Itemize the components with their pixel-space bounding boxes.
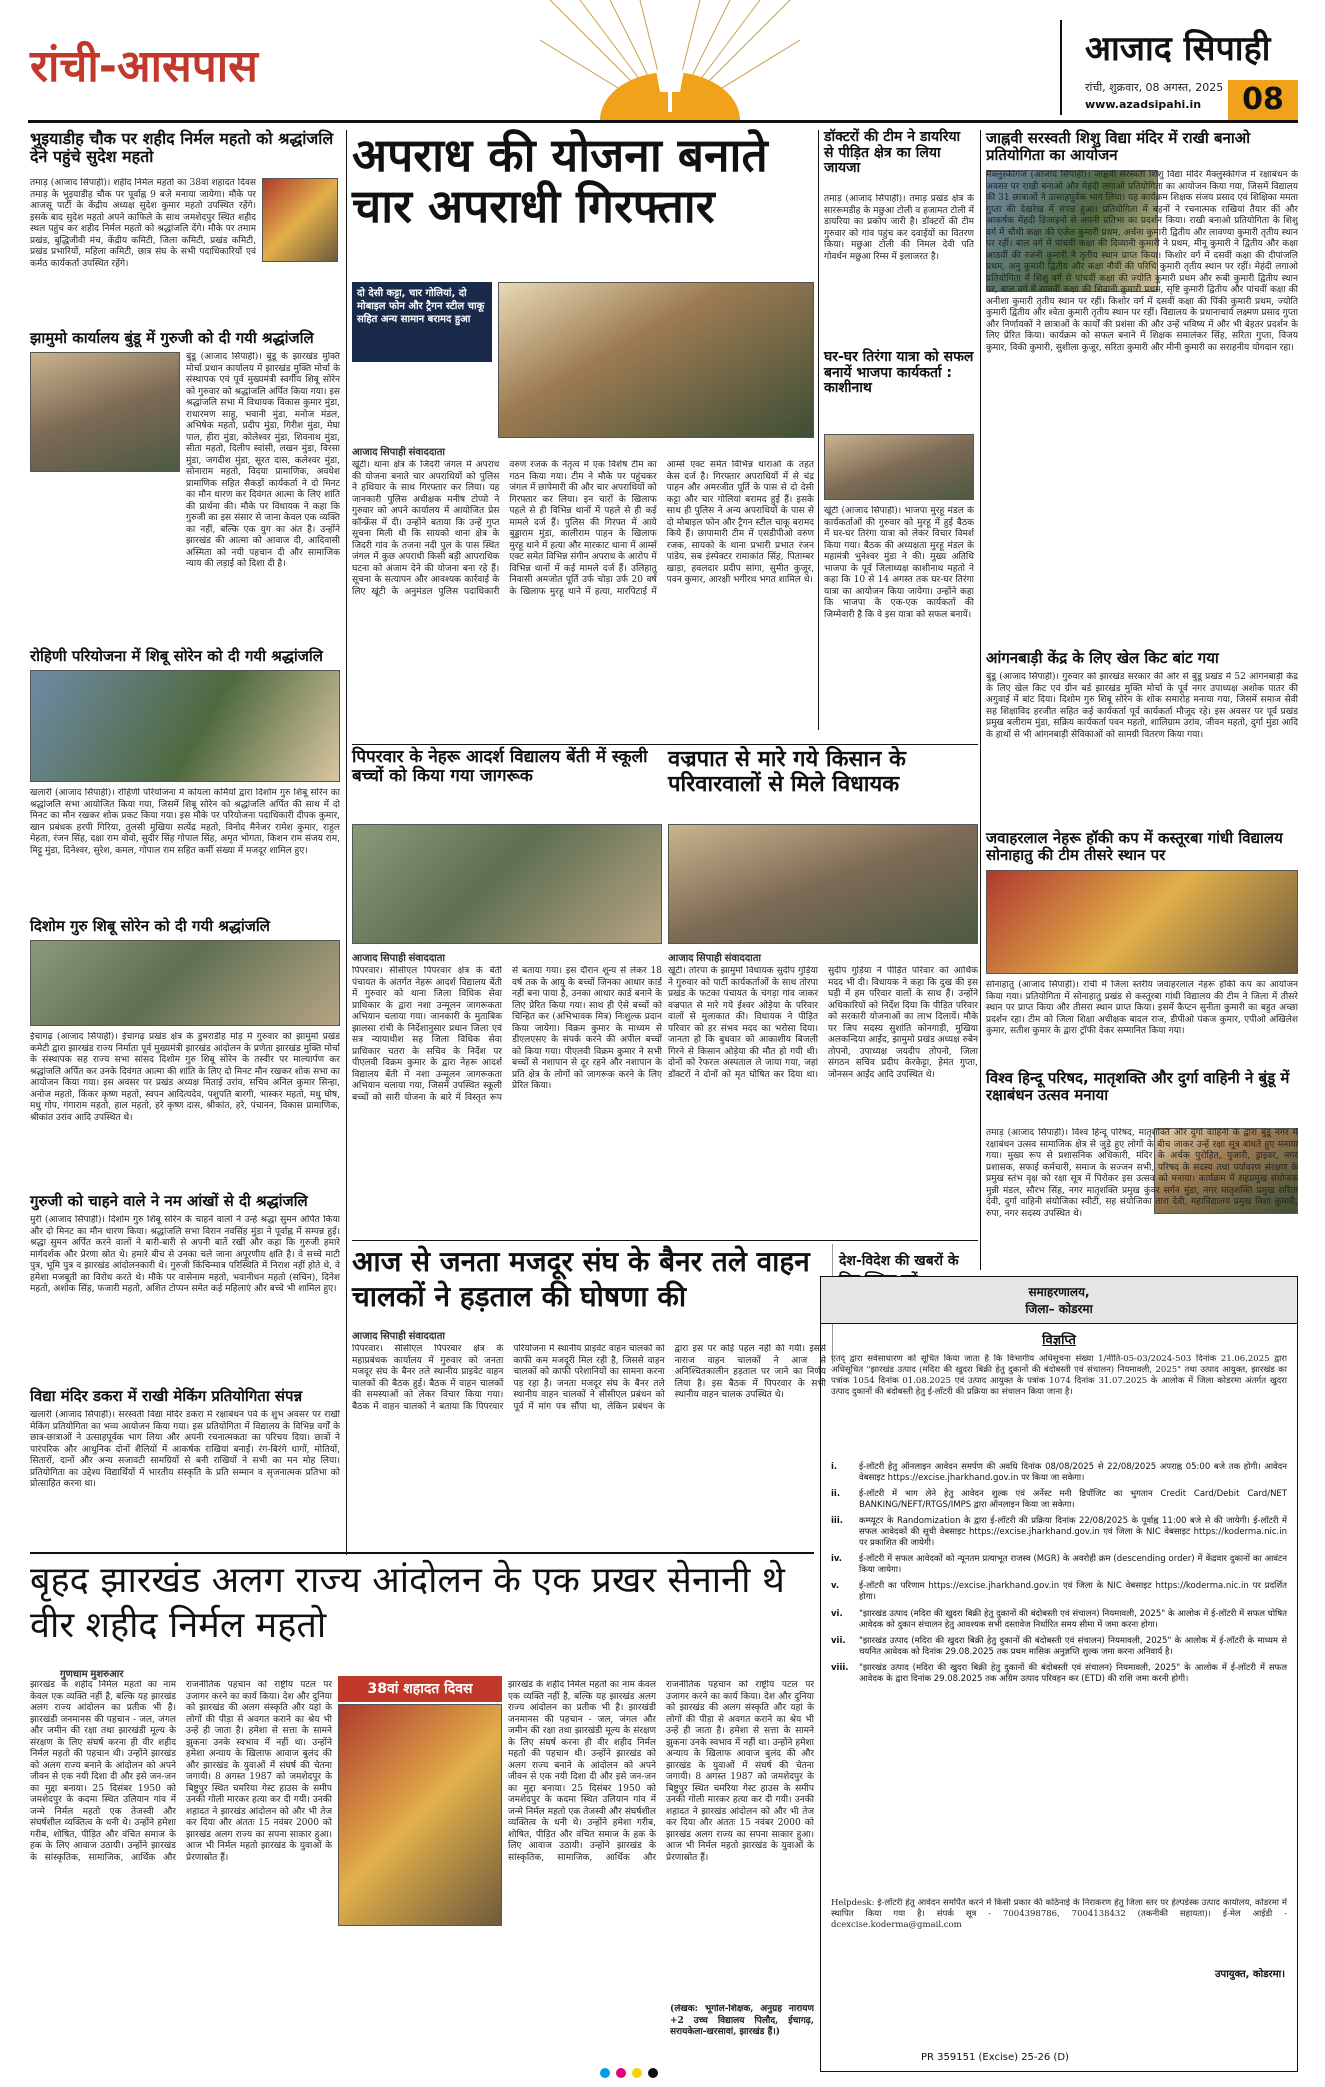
story-nirmal-tribute [30,130,340,325]
notice-item-number: iv. [831,1554,842,1565]
story-body: खलारी (आजाद सिपाही)। सरस्वती विद्या मंदिर डकरा में रक्षाबंधन पर्व के शुभ अवसर पर राखी मेकिंग प्रतियोगिता का भव्य आयोजन किया गया। इस प्रतियोगिता में विद्यालय के विभिन्न वर्गों के छात्र-छात्राओं ने उत्साहपूर्वक भाग लिया और अपनी रचनात्मकता का परिचय दिया। छात्रों ने पारंपरिक और आधुनिक दोनों शैलियों में आकर्षक राखियां बनाईं। रंग-बिरंगे धागों, मोतियों, सितारों, दानों और अन्य सजावटी सामग्रियों से बनी राखियों ने सभी का मन मोह लिया। प्रतियोगिता का उद्देश्य विद्यार्थियों में भारतीय संस्कृति के प्रति सम्मान व सृजनात्मक प्रतिभा को प्रोत्साहित करना था। [30,1410,340,1490]
headline: घर-घर तिरंगा यात्रा को सफल बनायें भाजपा कार्यकर्ता : काशीनाथ [824,349,974,397]
headline: डॉक्टरों की टीम ने डायरिया से पीड़ित क्षेत्र का लिया जायजा [824,129,961,177]
story-nehru-school [352,748,662,1236]
headline: जाह्नवी सरस्वती शिशु विद्या मंदिर में राखी बनाओ प्रतियोगिता का आयोजन [986,129,1251,164]
notice-item-text: ई-लॉटरी में सफल आवेदकों को न्यूनतम प्रत्याभूत राजस्व (MGR) के अवरोही क्रम (descending order) में केंद्रवार दुकानों का आवंटन किया जायेगा। [859,1554,1287,1576]
story-jahnavi [986,130,1298,645]
sunburst-icon [540,0,800,120]
story-dishom [30,918,340,1188]
masthead-divider [1060,20,1062,115]
cyan-dot [600,2068,610,2078]
arrest-photo [498,282,814,438]
story-body: खूंटी। तोरपा के झामुमो विधायक सुदीप गुड़िया ने गुरुवार को पार्टी कार्यकर्ताओं के साथ तोरपा प्रखंड के फटका पंचायत के चंगड़ा गांव जाकर वज्रपात से मारे गये ईश्वर ओड़ेया के परिवार वालों से मुलाकात की। विधायक ने पीड़ित परिवार को हर संभव मदद का भरोसा दिया। जानता हो कि बुधवार को आकाशीय बिजली गिरने से किसान ओड़ेया की मौत हो गयी थी। दोनों को रेफरल अस्पताल ले जाया गया, जहां डॉक्टरों ने दोनों को मृत घोषित कर दिया था। सुदीप गुड़िया ने पीड़ित परिवार को आर्थिक मदद भी दी। विधायक ने कहा कि दुख की इस घड़ी में हम परिवार वालों के साथ हैं। उन्होंने अधिकारियों को निर्देश दिया कि पीड़ित परिवार को सरकारी योजनाओं का लाभ दिलायें। मौके पर जिप सदस्य सुशांति कोनगाड़ी, मुखिया अलकन्दिया आईंद, झामुमो प्रखंड अध्यक्ष रुबेन तोपनो, उपाध्यक्ष जयदीप तोपनो, जिला संगठन सचिव प्रदीप केरकेट्टा, हेमंत गुप्ता, जोनसन आईंद आदि उपस्थित थे। [668,966,978,1080]
tribute-photo [30,352,180,472]
story-hartal [352,1244,826,1549]
notice-item [831,1663,1287,1685]
band-rule [352,744,978,745]
story-guruji-eyes [30,1193,340,1383]
feature-body-continued [508,1680,814,2000]
story-body: खूंटी। थाना क्षेत्र के जिदरी जंगल में अपराध की योजना बनाते चार अपराधियों को पुलिस ने हथियार के साथ गिरफ्तार कर लिया। यह जानकारी पुलिस अधीक्षक मनीष टोप्पो ने गुरुवार को अपने कार्यालय में आयोजित प्रेस कॉन्फ्रेंस में दी। उन्होंने बताया कि उन्हें गुप्त सूचना मिली थी कि सायको थाना क्षेत्र के जिदरी गांव के तजना नदी पुल के पास स्थित जंगल में कुछ अपराधी किसी बड़ी आपराधिक घटना को अंजाम देने की योजना बना रहे हैं। सूचना के सत्यापन और आवश्यक कार्रवाई के लिए खूंटी के अनुमंडल पुलिस पदाधिकारी वरुण रजक के नेतृत्व में एक विशेष टीम का गठन किया गया। टीम ने मौके पर पहुंचकर जंगल में छापेमारी की और चार अपराधियों को गिरफ्तार कर लिया। इन चारों के खिलाफ पहले से ही विभिन्न थानों में पहले से ही कई मामले दर्ज हैं। पुलिस की गिरफ्त में आये बुड्डाराम मुंडा, कालीराम पाहन के खिलाफ मुरहू थाने में हत्या और मारकाट थाना में आर्म्स एक्ट समेत विभिन्न संगीन अपराध के आरोप में विभिन्न थानों में कई मामले दर्ज हैं। उलिहातु निवासी अमजोत पूर्ति उर्फ चोड़ा उर्फ 20 वर्ष के खिलाफ मुरहू थाने में हत्या, मारपिटाई में आर्म्स एक्ट समेत विभिन्न धाराओं के तहत केस दर्ज है। गिरफ्तार अपराधियों में से चंद्र पाहन और अमरजीत पूर्ति के पास से दो देसी कट्टा और चार गोलियां बरामद हुई हैं। इसके साथ ही पुलिस ने अन्य अपराधियों के पास से दो मोबाइल फोन और ट्रैगन स्टील चाकू बरामद किये हैं। छापामारी टीम में एसडीपीओ वरुण रजक, सायको के थाना प्रभारी प्रभात रंजन पांडेय, सब इंस्पेक्टर रामाकांत सिंह, पिताम्बर खाड़ा, हवलदार प्रदीप सांगा, सुमीत कुजूर, पवन कुमार, आरक्षी भगीरथ भगत शामिल थे। [352,460,814,597]
story-rohini [30,648,340,913]
story-body: मैक्लुस्कीगंज (आजाद सिपाही)। जाह्नवी सरस्वती शिशु विद्या मंदिर मैक्लुस्कीगंज में रक्षाबंधन के अवसर पर राखी बनाओ और मेहंदी लगाओ प्रतियोगिता का आयोजन किया गया, जिसमें विद्यालय की 31 छात्राओं ने उत्साहपूर्वक भाग लिया। यह कार्यक्रम शिक्षक संजय प्रसाद एवं शिक्षिका ममता गुप्ता की देखरेख में संपन्न हुआ। प्रतियोगिता में बहनों ने रचनात्मक राखियां तैयार कीं और आकर्षक मेंहदी डिजाइनों से अपनी प्रतिभा का प्रदर्शन किया। राखी बनाओ प्रतियोगिता के शिशु वर्ग में चौथी कक्षा की एंजेल कुमारी प्रथम, अर्चना कुमारी द्वितीय और लावण्या कुमारी तृतीय स्थान पर रहीं। बाल वर्ग में पांचवीं कक्षा की दिव्यानी कुमारी ने प्रथम, मीनू कुमारी ने द्वितीय और कक्षा आठवीं की रजनी कुमारी ने तृतीय स्थान प्राप्त किया। किशोर वर्ग में दसवीं कक्षा की दीपांजलि प्रथम, अनु कुमारी द्वितीय और कक्षा नौवीं की परिधि कुमारी तृतीय स्थान पर रहीं। मेहंदी लगाओ प्रतियोगिता में शिशु वर्ग से पांचवीं कक्षा की ज्योति कुमारी प्रथम और रूबी कुमारी द्वितीय स्थान पर, बाल वर्ग में सातवीं कक्षा की शिवानी कुमारी प्रथम, सृष्टि कुमारी द्वितीय और पांचवीं कक्षा की अनीशा कुमारी तृतीय स्थान पर रहीं। किशोर वर्ग में दसवीं कक्षा की पिंकी कुमारी प्रथम, ज्योति कुमारी द्वितीय और श्वेता कुमारी तृतीय स्थान पर रहीं। विद्यालय के प्रधानाचार्य लक्ष्मण प्रसाद गुप्ता और निर्णायकों ने छात्राओं के कार्यों की प्रशंसा की और उन्हें भविष्य में और भी बेहतर प्रदर्शन के लिए प्रेरित किया। कार्यक्रम को सफल बनाने में शिक्षक समालंकर सिंह, सरिता गुप्ता, विजय कुमार, विकी कुमारी, सुशीला कुजूर, सरिता कुमारी और मीनी कुमारी का सराहनीय योगदान रहा। [986,170,1298,353]
notice-item [831,1516,1287,1549]
column-divider [818,130,819,730]
site-url[interactable]: www.azadsipahi.in [1085,98,1202,111]
notice-item-number: iii. [831,1516,843,1527]
portrait-photo [262,178,338,262]
story-apradh [352,130,814,750]
paper-name: आजाद सिपाही [1085,29,1271,69]
headline: विद्या मंदिर डकरा में राखी मेकिंग प्रतियोगिता संपन्न [30,1387,303,1405]
notice-item-number: viii. [831,1662,849,1673]
notice-helpdesk: Helpdesk: ई-लॉटरी हेतु आवेदन समर्पित करने में किसी प्रकार की कठिनाई के निराकरण हेतु जिला स्तर पर हेल्पडेस्क उत्पाद कार्यालय, कोडरमा में स्थापित किया गया है। संपर्क सूत्र - 7004398786, 7004138432 (तकनीकी सहायता)। ई-मेल आईडी - dcexcise.koderma@gmail.com [831,1898,1287,1930]
notice-item [831,1636,1287,1658]
registration-marks [600,2068,658,2078]
byline: आजाद सिपाही संवाददाता [668,953,762,964]
team-photo [986,870,1298,974]
story-body: ईचागढ़ (आजाद सिपाही)। ईचागढ़ प्रखंड क्षेत्र के डुमराडीह मोड़ में गुरुवार को झामुमो प्रखंड कमेटी द्वारा झारखंड राज्य निर्माता पूर्व मुख्यमंत्री झारखंड आंदोलन के प्रणेता झारखंड मुक्ति मोर्चा के संस्थापक सह राज्य सभा सांसद दिशोम गुरु शिबू सोरेन के तस्वीर पर माल्यार्पण कर श्रद्धांजलि अर्पित कर उनके दिवंगत आत्मा की शांति के लिए दो मिनट मौन रखकर शोक सभा का आयोजन किया गया। इस अवसर पर प्रखंड अध्यक्ष मिताई उरांव, सचिव अनिल कुमार सिन्हा, अनोज महतो, किंकर कृष्ण महतो, स्वपन आदित्यदेव, पशुपति बारगी, भास्कर महतो, मधु घोष, मधु गोप, गंगाराम महतो, हाल महतो, हरे कृष्ण दास, श्रीकांत, हरे, पंचानन, विकास प्रामाणिक, श्रीकांत उरांव आदि उपस्थित थे। [30,1032,340,1123]
story-anganbadi [986,650,1298,825]
byline: आजाद सिपाही संवाददाता [352,1331,446,1342]
deck-box: दो देसी कट्टा, चार गोलियां, दो मोबाइल फोन और ट्रैगन स्टील चाकू सहित अन्य सामान बरामद हुआ [352,282,492,362]
story-body: मुरी (आजाद सिपाही)। दिशोम गुरु शिबू सोरेन के चाहने वालों ने उन्हें श्रद्धा सुमन अर्पित किया और दो मिनट का मौन धारण किया। श्रद्धांजलि सभा विरान नवसिंह मुंडा ने पूर्वाह्न में सम्पन्न हुई। श्रद्धा सुमन अर्पित करने वालों ने बारी-बारी से अपनी बातें रखीं और कहा कि गुरुजी हमारे मार्गदर्शक और प्रेरणा स्रोत थे। हमारे बीच से उनका चले जाना अपूरणीय क्षति है। वे सच्चे माटी पुत्र, भूमि पुत्र व झारखंड आंदोलनकारी थे। गुरुजी किंचिन्मात्र परिस्थिति में निराश नहीं होते थे, वे हमेशा मजबूती का विरोध करते थे। मौके पर वासेनाम महतो, भवानीधन महतो (सचिन), दिनेश महतो, अशोक सिंह, फजारी महतो, अशित टोप्पन समेत कई महिलाएं और बच्चे भी शामिल हुए। [30,1215,340,1295]
feature-rule [30,1552,814,1554]
headline: जवाहरलाल नेहरू हॉकी कप में कस्तूरबा गांधी विद्यालय सोनाहातु की टीम तीसरे स्थान पर [986,829,1283,864]
story-nirmal-feature [30,1558,814,2058]
story-body: खूंटी (आजाद सिपाही)। भाजपा मुरहू मंडल के कार्यकर्ताओं की गुरुवार को मुरहू में हुई बैठक में घर-घर तिरंगा यात्रा को लेकर विचार विमर्श किया गया। बैठक की अध्यक्षता मुरहू मंडल के महामंत्री भुनेश्वर मुंडा ने की। मुख्य अतिथि भाजपा के पूर्व जिलाध्यक्ष काशीनाथ महतो ने कहा कि 10 से 14 अगस्त तक घर-घर तिरंगा यात्रा का आयोजन किया जायेगा। उन्होंने कहा कि भाजपा के एक-एक कार्यकर्ता की जिम्मेवारी है कि वे इस यात्रा को सफल बनायें। [824,506,974,620]
sunburst-logo [540,0,800,120]
story-body: सोनाहातु (आजाद सिपाही)। रांची में जिला स्तरीय जवाहरलाल नेहरू हॉकी कप का आयोजन किया गया। प्रतियोगिता में सोनाहातु प्रखंड से कस्तूरबा गांधी विद्यालय की टीम ने जिला में तीसरे स्थान पर प्राप्त किया और तीसरा स्थान प्राप्त किया। इसमें कैप्टन सुनीता कुमारी का बहुत अच्छा प्रदर्शन रहा। टीम को जिला शिक्षा अधीक्षक बादल राज, डीपीओ पंकज कुमार, एपीओ अखिलेश कुमार, सतीश कुमार के द्वारा ट्रॉफी देकर सम्मानित किया गया। [986,980,1298,1037]
yellow-dot [632,2068,642,2078]
notice-item [831,1609,1287,1631]
notice-title: विज्ञप्ति [1042,1333,1076,1348]
notice-item [831,1462,1287,1484]
band-rule [352,1240,978,1241]
story-rakhi-making [30,1388,340,1548]
notice-intro: एतद् द्वारा सर्वसाधारण को सूचित किया जाता है कि विभागीय अधिसूचना संख्या 1/नीति-05-03/2024-503 दिनांक 21.06.2025 द्वारा अधिसूचित "झारखंड उत्पाद (मदिरा की खुदरा बिक्री हेतु दुकानों की बंदोबस्ती एवं संचालन) नियमावली, 2025" तथा उत्पाद आयुक्त, झारखंड का पत्रांक 1054 दिनांक 01.08.2025 एवं उत्पाद आयुक्त के पत्रांक 1074 दिनांक 31.07.2025 के आलोक में जिला कोडरमा अंतर्गत खुदरा उत्पाद दुकानों की बंदोबस्ती हेतु ई-लॉटरी की प्रक्रिया का संचालन किया जाना है। [831,1354,1287,1397]
headline: आंगनबाड़ी केंद्र के लिए खेल किट बांट गया [986,649,1219,667]
headline: गुरुजी को चाहने वाले ने नम आंखों से दी श्रद्धांजलि [30,1192,308,1210]
notice-district: जिला– कोडरमा [1025,1302,1093,1316]
notice-item-text: "झारखंड उत्पाद (मदिरा की खुदरा बिक्री हेतु दुकानों की बंदोबस्ती एवं संचालन) नियमावली, 2025" के आलोक में ई-लॉटरी में सफल घोषित आवेदक को दुकान संचालन हेतु आवश्यक सभी दस्तावेज निर्धारित समय सीमा में जमा करना होगा। [859,1608,1287,1630]
story-body: खलारी (आजाद सिपाही)। रोहिणी परियोजना में कोयला कर्मियों द्वारा दिशोम गुरु शिबू सोरेन का श्रद्धांजलि सभा आयोजित किया गया, जिसमें शिबू सोरेन को श्रद्धांजलि अर्पित की साथ में दो मिनट का मौन रखकर शोक प्रकट किया गया। इस मौके पर परियोजना पदाधिकारी दीपक कुमार, खान प्रबंधक हरपी गिरिया, तुलसी मुखिया सत्येंद्र महतो, विनोद मैनेजर रामेश कुमार, राहुल मेहता, रंजन सिंह, दक्षा राम वोवो, सुदीर सिंह गोपाल सिंह, अमृत भोगता, किशन राम संजय राम, मिट्टू मुंडा, दिनेश्वर, सुरेश, कमल, गोपाल राम सहित कर्मी संख्या में मजदूर शामिल हुए। [30,788,340,856]
meeting-photo [30,940,340,1026]
nirmal-portrait [338,1704,502,1926]
feature-headline: बृहद झारखंड अलग राज्य आंदोलन के एक प्रखर सेनानी थे वीर शहीद निर्मल महतो [30,1560,785,1646]
notice-item [831,1554,1287,1576]
author-note: (लेखक: भूगोल-शिक्षक, अनुग्रह नारायण +2 उच्च विद्यालय पिलौद, ईचागढ़, सरायकेला-खरसावां, झारखंड हैं।) [670,2004,814,2038]
headline: विश्व हिन्दू परिषद, मातृशक्ति और दुर्गा वाहिनी ने बुंडू में रक्षाबंधन उत्सव मनाया [986,1069,1290,1104]
notice-items [821,1458,1297,1898]
headline: आज से जनता मजदूर संघ के बैनर तले वाहन चालकों ने हड़ताल की घोषणा की [352,1245,810,1313]
notice-item-text: ई-लॉटरी हेतु ऑनलाइन आवेदन समर्पण की अवधि दिनांक 08/08/2025 से 22/08/2025 अपराह्न 05:00 बजे तक होगी। आवेदन वेबसाइट https://excise.jharkhand.gov.in पर किया जा सकेगा। [859,1462,1287,1484]
byline: आजाद सिपाही संवाददाता [352,447,446,458]
notice-item-text: "झारखंड उत्पाद (मदिरा की खुदरा बिक्री हेतु दुकानों की बंदोबस्ती एवं संचालन) नियमावली, 2025" के आलोक में ई-लॉटरी में सफल आवेदक के द्वारा दिनांक 29.08.2025 तक अग्रिम उत्पाद परिवहन कर (ETD) की राशि जमा करनी होगी। [859,1662,1287,1684]
story-body: बुंडू (आजाद सिपाही)। बुंडू के झारखंड मुक्ति मोर्चा प्रधान कार्यालय में झारखंड मुक्ति मोर्चा के संस्थापक एवं पूर्व मुख्यमंत्री स्वर्गीय शिबू सोरेन को गुरुवार को श्रद्धांजलि अर्पित किया गया। इस श्रद्धांजलि सभा में विधायक विकास कुमार मुंडा, राधारमण साहू, भवानी मुंडा, मनोज मंडल, अभिषेक महतो, प्रदीप मुंडा, गिरीश मुंडा, मेघा पाल, हीरा मुंडा, कोलेश्वर मुंडा, शिवनाथ मुंडा, सीता महतो, दिलीप स्वांसी, लखन मुंडा, विरसा मुंडा, जगदीश मुंडा, सूरत दास, कलेश्वर मुंडा, सोनाराम महतो, विदया प्रामाणिक, अवधेश प्रामाणिक सहित सैकड़ों कार्यकर्ता ने दो मिनट का मौन धारण कर दिवंगत आत्मा के लिए शांति की प्रार्थना की। मौके पर विधायक ने कहा कि गुरुजी का इस संसार से जाना केवल एक व्यक्ति का नहीं, बल्कि एक युग का अंत है। उन्होंने झारखंड की आत्मा को आवाज दी, आदिवासी अस्मिता को नयी पहचान दी और सामाजिक न्याय की लड़ाई को दिशा दी है। [186,352,340,570]
story-body: तमाड़ (आजाद सिपाही)। विश्व हिन्दू परिषद, मातृशक्ति और दुर्गा वाहिनी के द्वारा बुंडू नगर में रक्षाबंधन उत्सव सामाजिक क्षेत्र से जुड़े हुए लोगों के बीच जाकर उन्हें रक्षा सूत्र बांधते हुए मनाया गया। मुख्य रूप से प्रशासनिक अधिकारी, मंदिर के अर्चक पुरोहित, पुजारी, ड्राइवर, नगर प्रशासक, सफाई कर्मचारी, समाज के सज्जन सभी, परिषद के सदस्य तथा पर्यावरण संरक्षण के प्रमुख स्तंभ वृक्ष को रक्षा सूत्र में पिरोकर इस उत्सव को मनाया। कार्यक्रम में सहप्रमुख संयोजक मुन्नी मंडल, सौरभ सिंह, नगर मातृशक्ति प्रमुख कुंवर सर्गन मुंडा, नगर मातृशक्ति प्रमुख सरिता देवी, दुर्गा वाहिनी संयोजिका स्वीटी, सह संयोजिका तारा देवी, महाविद्यालय प्रमुख निशा कुमारी, रुपा, नगर सदस्य उपस्थित थे। [986,1128,1298,1219]
notice-item-text: कम्प्यूटर के Randomization के द्वारा ई-लॉटरी की प्रक्रिया दिनांक 22/08/2025 के पूर्वाह्न 11:00 बजे से की जायेगी। ई-लॉटरी में सफल आवेदकों की सूची वेबसाइट https://excise.jharkhand.gov.in एवं जिला के NIC वेबसाइट https://koderma.nic.in पर प्रकाशित की जायेगी। [859,1516,1287,1549]
lead-headline: अपराध की योजना बनाते चार अपराधी गिरफ्तार [352,128,768,233]
school-photo [352,824,662,944]
magenta-dot [616,2068,626,2078]
notice-item-number: i. [831,1462,838,1472]
badge: 38वां शहादत दिवस [338,1676,502,1702]
notice-item-number: ii. [831,1489,841,1500]
headline: झामुमो कार्यालय बुंडू में गुरुजी को दी गयी श्रद्धांजलि [30,329,314,347]
story-tiranga [824,350,974,730]
meeting-photo [824,434,974,500]
headline: दिशोम गुरु शिबू सोरेन को दी गयी श्रद्धांजलि [30,917,270,935]
feature-body-text: झारखंड के शहीद निर्मल महतो का नाम केवल एक व्यक्ति नहीं है, बल्कि यह झारखंड अलग राज्य आंदोलन का प्रतीक भी है। झारखंडी जनमानस की पहचान - जल, जंगल और जमीन की रक्षा तथा झारखंडी मूल्य के संरक्षण के लिए संघर्ष करना ही वीर शहीद निर्मल महतो की पहचान थी। उन्होंने झारखंड को अलग राज्य बनाने के आंदोलन को अपने जीवन से एक नयी दिशा दी और इसे जन-जन का मुद्दा बनाया। 25 दिसंबर 1950 को जमशेदपुर के कदमा स्थित उलियान गांव में जन्मे निर्मल महतो एक तेजस्वी और संघर्षशील व्यक्तित्व के धनी थे। उन्होंने हमेशा गरीब, शोषित, पीड़ित और वंचित समाज के हक के लिए आवाज उठायी। उन्होंने झारखंड के सांस्कृतिक, सामाजिक, आर्थिक और राजनीतिक पहचान को राष्ट्रीय पटल पर उजागर करने का कार्य किया। देश और दुनिया को झारखंड की अलग संस्कृति और यहां के लोगों की पीड़ा से अवगत कराने का श्रेय भी उन्हें ही जाता है। हमेशा से सत्ता के सामने झुकना उनके स्वभाव में नहीं था। उन्होंने हमेशा अन्याय के खिलाफ आवाज बुलंद की और झारखंड के युवाओं में संघर्ष की चेतना जगायी। 8 अगस्त 1987 को जमशेदपुर के बिष्टुपुर स्थित चमरिया गेस्ट हाउस के समीप उनकी गोली मारकर हत्या कर दी गयी। उनकी शहादत ने झारखंड आंदोलन को और भी तेज कर दिया और अंततः 15 नवंबर 2000 को झारखंड अलग राज्य का सपना साकार हुआ। आज भी निर्मल महतो झारखंड के युवाओं के प्रेरणास्रोत हैं। [508,1680,814,1863]
headline: रोहिणी परियोजना में शिबू सोरेन को दी गयी श्रद्धांजलि [30,647,323,665]
black-dot [648,2068,658,2078]
masthead [0,0,1325,130]
mla-visit-photo [668,824,978,944]
notice-signatory: उपायुक्त, कोडरमा। [1215,1969,1285,1980]
story-hockey [986,830,1298,1065]
headline: वज्रपात से मारे गये किसान के परिवारवालों से मिले विधायक [668,747,906,797]
page-number: 08 [1228,80,1298,120]
dateline: रांची, शुक्रवार, 08 अगस्त, 2025 [1085,81,1224,94]
masthead-bottom-rule [28,120,1298,123]
story-body: तमाड़ (आजाद सिपाही)। शहीद निर्मल महतो का 38वां शहादत दिवस तमाड़ के भुइयाडीह चौक पर पूर्वाह्न 9 बजे मनाया जायेगा। मौके पर आजसू पार्टी के केंद्रीय अध्यक्ष सुदेश कुमार महतो उपस्थित रहेंगे। इसके बाद सुदेश महतो अपने काफिले के साथ जमशेदपुर स्थित शहीद स्थल पहुंच कर शहीद निर्मल महतो को श्रद्धांजलि देंगे। मौके पर तमाम प्रखंड, बुद्धिजीवी मंच, केंद्रीय कमिटी, जिला कमिटी, प्रखंड कमिटी, प्रखंड प्रभारियों, महिला कमिटी, छात्र संघ के सभी पदाधिकारियों एवं कर्मठ कार्यकर्ता उपस्थित रहेंगे। [30,178,256,269]
story-jhamumo-bundu [30,330,340,640]
section-title: रांची-आसपास [30,41,258,92]
feature-body: झारखंड के शहीद निर्मल महतो का नाम केवल एक व्यक्ति नहीं है, बल्कि यह झारखंड अलग राज्य आंदोलन का प्रतीक भी है। झारखंडी जनमानस की पहचान - जल, जंगल और जमीन की रक्षा तथा झारखंडी मूल्य के संरक्षण के लिए संघर्ष करना ही वीर शहीद निर्मल महतो की पहचान थी। उन्होंने झारखंड को अलग राज्य बनाने के आंदोलन को अपने जीवन से एक नयी दिशा दी और इसे जन-जन का मुद्दा बनाया। 25 दिसंबर 1950 को जमशेदपुर के कदमा स्थित उलियान गांव में जन्मे निर्मल महतो एक तेजस्वी और संघर्षशील व्यक्तित्व के धनी थे। उन्होंने हमेशा गरीब, शोषित, पीड़ित और वंचित समाज के हक के लिए आवाज उठायी। उन्होंने झारखंड के सांस्कृतिक, सामाजिक, आर्थिक और राजनीतिक पहचान को राष्ट्रीय पटल पर उजागर करने का कार्य किया। देश और दुनिया को झारखंड की अलग संस्कृति और यहां के लोगों की पीड़ा से अवगत कराने का श्रेय भी उन्हें ही जाता है। हमेशा से सत्ता के सामने झुकना उनके स्वभाव में नहीं था। उन्होंने हमेशा अन्याय के खिलाफ आवाज बुलंद की और झारखंड के युवाओं में संघर्ष की चेतना जगायी। 8 अगस्त 1987 को जमशेदपुर के बिष्टुपुर स्थित चमरिया गेस्ट हाउस के समीप उनकी गोली मारकर हत्या कर दी गयी। उनकी शहादत ने झारखंड आंदोलन को और भी तेज कर दिया और अंततः 15 नवंबर 2000 को झारखंड अलग राज्य का सपना साकार हुआ। आज भी निर्मल महतो झारखंड के युवाओं के प्रेरणास्रोत हैं। [30,1680,332,1863]
story-body: पिपरवार। सीसीएल पिपरवार क्षेत्र के बेंती पंचायत के अंतर्गत नेहरू आदर्श विद्यालय बेंती में गुरुवार को थाना जिला विधिक सेवा प्राधिकार के द्वारा नशा उन्मूलन जागरूकता अभियान चलाया गया। जानकारी के मुताबिक झालसा रांची के निर्देशानुसार प्रधान जिला एवं सत्र न्यायाधीश सह जिला विधिक सेवा प्राधिकार चतरा के सचिव के निर्देश पर पीएलवी विक्रम कुमार के द्वारा नेहरू आदर्श विद्यालय बेंती में नशा उन्मूलन जागरूकता अभियान चलाया गया, जिसमें उपस्थित स्कूली बच्चों को सारी योजना के बारे में विस्तृत रूप से बताया गया। इस दौरान शून्य से लेकर 18 वर्ष तक के आयु के बच्चों जिनका आधार कार्ड नहीं बना पाया है, उनका आधार कार्ड बनाने के लिए प्रेरित किया गया। साथ ही ऐसे बच्चों को चिन्हित कर (अभिभावक मित्र) निःशुल्क प्रदान किया जायेगा। विक्रम कुमार के माध्यम से डीएलएसए के संपर्क करने की अपील बच्चों को किया गया। पीएलवी विक्रम कुमार ने सभी बच्चों से नशापान से दूर रहने और नशापान के प्रति क्षेत्र के लोगों को जागरूक करने के लिए प्रेरित किया। [352,966,662,1103]
gathering-photo [30,670,340,782]
headline: भुइयाडीह चौक पर शहीद निर्मल महतो को श्रद्धांजलि देने पहुंचे सुदेश महतो [30,129,334,166]
column-divider [346,130,347,1555]
notice-item-number: vi. [831,1608,843,1619]
notice-item-text: ई-लॉटरी में भाग लेने हेतु आवेदन शुल्क एवं अर्नेस्ट मनी डिपॉजिट का भुगतान Credit Card/Debit Card/NET BANKING/NEFT/RTGS/IMPS द्वारा ऑनलाइन किया जा सकेगा। [859,1489,1287,1511]
promo-text: देश-विदेश की खबरों के [839,1253,959,1269]
story-body: तमाड़ (आजाद सिपाही)। तमाड़ प्रखंड क्षेत्र के साररूमडीह के मछुआ टोली व हजामत टोली में डायरिया का प्रकोप जारी है। डॉक्टरों की टीम गुरुवार को गांव पहुंच कर दवाईयों का वितरण किया। मछुआ टोली की निमल देवी पति गोवर्धन मछुआ रिम्स में इलाजरत है। [824,194,974,262]
column-divider [980,130,981,1270]
story-body: बुंडू (आजाद सिपाही)। गुरुवार को झारखंड सरकार की ओर से बुंडू प्रखंड में 52 आंगनबाड़ी केंद्र के लिए खेल किट एवं ग्रीन बर्ड झारखंड मुक्ति मोर्चा के पूर्व नगर उपाध्यक्ष अशोक पातर की अगुवाई में बांट दिया। दिशोम गुरु शिबू सोरेन के शोक समारोह मनाया गया, जिसमें समाज सेवी सह शिक्षाविद हरजीत सहित कई कार्यकर्ता पूर्व कार्यकर्ता मौजूद रहे। इस अवसर पर पूर्व प्रखंड प्रमुख बलीराम मुंडा, सक्रिय कार्यकर्ता पवन महतो, शालिग्राम उरांव, जीवन महतो, दुर्गा मुंडा आदि के हाथों से भी आंगनबाड़ी सेविकाओं को सामग्री वितरण किया गया। [986,672,1298,740]
notice-item [831,1581,1287,1603]
headline: पिपरवार के नेहरू आदर्श विद्यालय बेंती में स्कूली बच्चों को किया गया जागरूक [352,747,648,787]
notice-office: समाहरणालय, [1028,1285,1090,1299]
story-doctors [824,130,974,346]
notice-item-number: vii. [831,1635,846,1646]
story-vajrapat [668,748,978,1236]
notice-box [820,1276,1298,2072]
notice-item-text: ई-लॉटरी का परिणाम https://excise.jharkhand.gov.in एवं जिला के NIC वेबसाइट https://koderma.nic.in पर प्रदर्शित होगा। [859,1581,1287,1603]
story-vhp [986,1070,1298,1270]
notice-pr-code: PR 359151 (Excise) 25-26 (D) [921,2052,1069,2063]
notice-item [831,1489,1287,1511]
author: गुणधाम मुशरुआर [60,1669,124,1680]
story-body: पिपरवार। सीसीएल पिपरवार क्षेत्र के महाप्रबंधक कार्यालय में गुरुवार को जनता मजदूर संघ के बैनर तले स्थानीय प्राइवेट वाहन चालकों की बैठक हुई। बैठक में वाहन चालकों की समस्याओं को लेकर विचार किया गया। बैठक में वाहन चालकों ने बताया कि पिपरवार परियोजना में स्थानीय प्राइवेट वाहन चालकों को काफी कम मजदूरी मिल रही है, जिससे वाहन चालकों को काफी परेशानियों का सामना करना पड़ रहा है। जनता मजदूर संघ के बैनर तले स्थानीय वाहन चालकों ने सीसीएल प्रबंधन को पूर्व में मांग पत्र सौंपा था, लेकिन प्रबंधन के द्वारा इस पर कोई पहल नहीं की गयी। इससे नाराज वाहन चालकों ने आज से अनिश्चितकालीन हड़ताल पर जाने का निर्णय लिया है। इस बैठक में पिपरवार के सभी स्थानीय वाहन चालक उपस्थित थे। [352,1344,826,1412]
byline: आजाद सिपाही संवाददाता [352,953,446,964]
notice-item-text: "झारखंड उत्पाद (मदिरा की खुदरा बिक्री हेतु दुकानों की बंदोबस्ती एवं संचालन) नियमावली, 2025" के आलोक में ई-लॉटरी के माध्यम से चयनित आवेदक को दिनांक 29.08.2025 तक प्रथम मासिक अनुज्ञप्ति शुल्क जमा करना अनिवार्य है। [859,1635,1287,1657]
notice-header [821,1277,1297,1324]
notice-item-number: v. [831,1581,840,1592]
